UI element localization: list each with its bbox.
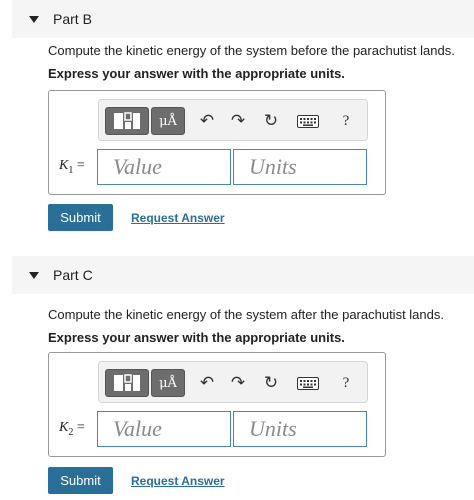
templates-icon <box>112 111 142 131</box>
redo-icon[interactable]: ↷ <box>230 111 246 130</box>
part-b-header[interactable] <box>12 0 474 38</box>
templates-icon <box>112 373 142 393</box>
request-answer-link[interactable]: Request Answer <box>131 211 225 225</box>
part-b-prompt: Compute the kinetic energy of the system before the parachutist lands. <box>48 43 455 58</box>
variable-symbol: K <box>59 158 69 173</box>
undo-icon[interactable]: ↶ <box>199 111 215 130</box>
undo-icon[interactable]: ↶ <box>199 373 215 392</box>
part-c-header[interactable] <box>12 256 474 294</box>
value-input[interactable]: Value <box>97 149 231 185</box>
keyboard-icon[interactable] <box>296 372 320 394</box>
units-input[interactable]: Units <box>233 149 367 185</box>
math-toolbar <box>98 361 368 403</box>
keyboard-icon[interactable] <box>296 110 320 132</box>
variable-symbol: K <box>59 420 69 435</box>
request-answer-link[interactable]: Request Answer <box>131 474 225 488</box>
value-input[interactable]: Value <box>97 411 231 447</box>
units-symbol-button[interactable]: μÅ <box>151 107 185 135</box>
part-b-title: Part B <box>53 11 92 27</box>
help-icon[interactable]: ? <box>342 374 350 391</box>
caret-down-icon <box>29 272 39 279</box>
variable-label <box>59 158 85 176</box>
variable-subscript: 1 <box>68 164 74 176</box>
submit-button[interactable]: Submit <box>48 204 113 231</box>
reset-icon[interactable]: ↻ <box>263 111 279 130</box>
part-c-title: Part C <box>53 267 93 283</box>
math-toolbar <box>98 99 368 141</box>
reset-icon[interactable]: ↻ <box>263 373 279 392</box>
part-b-instruction: Express your answer with the appropriate units. <box>48 66 345 81</box>
help-icon[interactable]: ? <box>342 112 350 129</box>
redo-icon[interactable]: ↷ <box>230 373 246 392</box>
templates-button[interactable] <box>105 369 149 397</box>
units-symbol-button[interactable]: μÅ <box>151 369 185 397</box>
variable-subscript: 2 <box>68 426 74 438</box>
equals-sign: = <box>76 420 85 435</box>
units-input[interactable]: Units <box>233 411 367 447</box>
variable-label <box>59 420 85 438</box>
templates-button[interactable] <box>105 107 149 135</box>
equals-sign: = <box>76 158 85 173</box>
submit-button[interactable]: Submit <box>48 467 113 494</box>
caret-down-icon <box>29 16 39 23</box>
part-b-answer-box <box>48 90 386 195</box>
part-c-prompt: Compute the kinetic energy of the system after the parachutist lands. <box>48 307 444 322</box>
part-c-answer-box <box>48 352 386 457</box>
part-c-instruction: Express your answer with the appropriate units. <box>48 330 345 345</box>
